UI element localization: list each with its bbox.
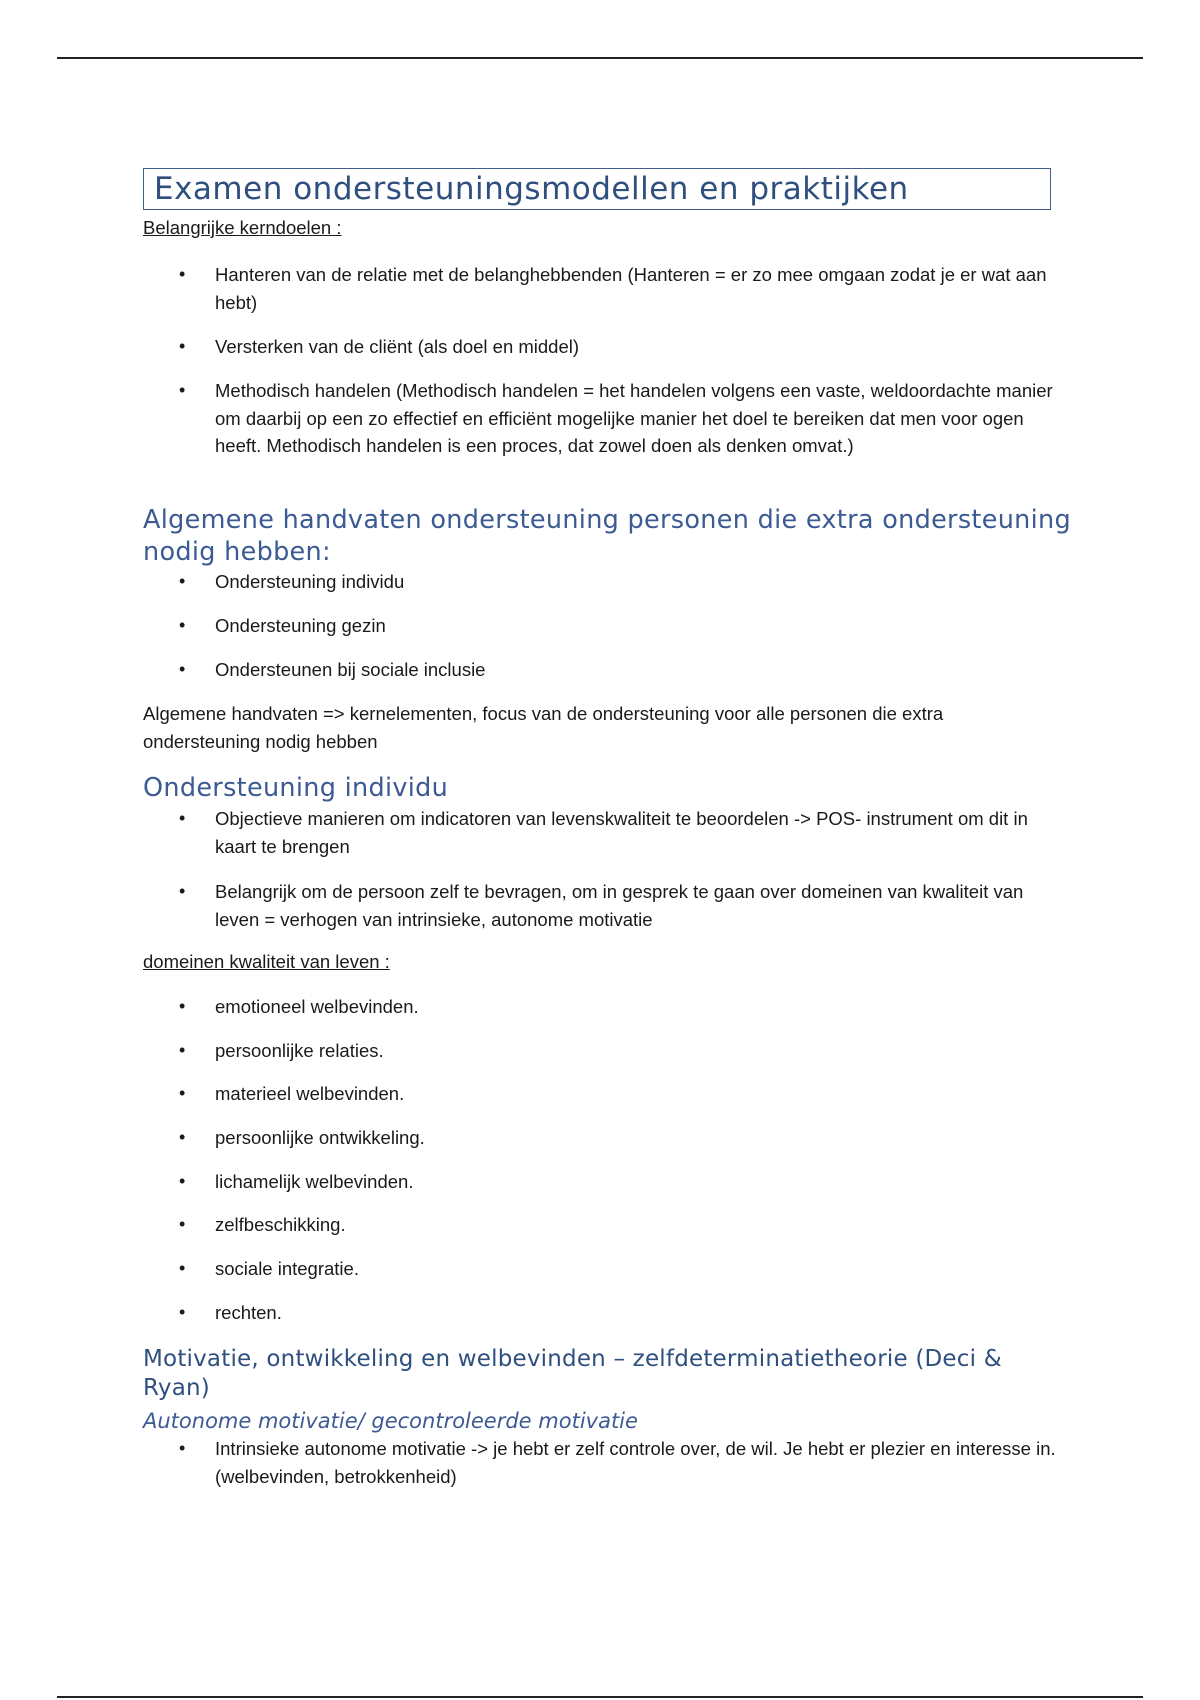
list-item xyxy=(143,1037,1063,1065)
list-item-text: sociale integratie. xyxy=(215,1258,359,1279)
list-item xyxy=(143,333,1063,361)
list-item-text: Ondersteuning individu xyxy=(215,571,405,592)
list-item-text: Ondersteunen bij sociale inclusie xyxy=(215,659,486,680)
list-item-text: Hanteren van de relatie met de belanghebbenden (Hanteren = er zo mee omgaan zodat je er wat aan hebt) xyxy=(215,264,1047,313)
bullet-icon: • xyxy=(179,1438,186,1458)
bullet-icon: • xyxy=(179,380,186,400)
list-item-text: zelfbeschikking. xyxy=(215,1214,346,1235)
header-rule xyxy=(57,57,1143,59)
kerndoelen-label: Belangrijke kerndoelen : xyxy=(143,217,342,238)
subsection-heading-autonome: Autonome motivatie/ gecontroleerde motivatie xyxy=(143,1409,638,1433)
bullet-icon: • xyxy=(179,1214,186,1234)
list-item-text: Belangrijk om de persoon zelf te bevragen, om in gesprek te gaan over domeinen van kwaliteit van leven = verhogen van intrinsieke, autonome motivatie xyxy=(215,881,1024,930)
bullet-icon: • xyxy=(179,808,186,828)
handvaten-paragraph: Algemene handvaten => kernelementen, focus van de ondersteuning voor alle personen die extra ondersteuning nodig hebben xyxy=(143,703,944,752)
list-item-text: Methodisch handelen (Methodisch handelen = het handelen volgens een vaste, weldoordachte manier om daarbij op een zo effectief en efficiënt mogelijke manier het doel te bereiken dat men voor ogen heeft. Methodisch handelen is een proces, dat zowel doen als denken omvat.) xyxy=(215,380,1053,456)
list-item xyxy=(143,993,1063,1021)
list-item xyxy=(143,1080,1063,1108)
bullet-icon: • xyxy=(179,336,186,356)
bullet-icon: • xyxy=(179,1258,186,1278)
domeinen-label: domeinen kwaliteit van leven : xyxy=(143,951,390,972)
list-item-text: rechten. xyxy=(215,1302,282,1323)
list-item xyxy=(143,261,1063,316)
list-item xyxy=(143,377,1063,460)
bullet-icon: • xyxy=(179,1171,186,1191)
bullet-icon: • xyxy=(179,881,186,901)
list-item xyxy=(143,1435,1063,1490)
list-item-text: Versterken van de cliënt (als doel en middel) xyxy=(215,336,580,357)
bullet-icon: • xyxy=(179,1040,186,1060)
section-heading-motivatie: Motivatie, ontwikkeling en welbevinden – zelfdeterminatietheorie (Deci & Ryan) xyxy=(143,1346,1002,1401)
list-item xyxy=(143,568,1063,596)
list-item xyxy=(143,612,1063,640)
bullet-icon: • xyxy=(179,1083,186,1103)
list-item xyxy=(143,878,1063,933)
bullet-icon: • xyxy=(179,264,186,284)
list-item-text: Ondersteuning gezin xyxy=(215,615,386,636)
bullet-icon: • xyxy=(179,615,186,635)
bullet-icon: • xyxy=(179,996,186,1016)
bullet-icon: • xyxy=(179,1127,186,1147)
section-heading-individu: Ondersteuning individu xyxy=(143,773,449,803)
list-item-text: persoonlijke ontwikkeling. xyxy=(215,1127,425,1148)
list-item-text: emotioneel welbevinden. xyxy=(215,996,419,1017)
list-item xyxy=(143,1211,1063,1239)
list-item-text: Intrinsieke autonome motivatie -> je hebt er zelf controle over, de wil. Je hebt er plezier en interesse in. (welbevinden, betrokkenheid) xyxy=(215,1438,1056,1487)
document-title: Examen ondersteuningsmodellen en praktijken xyxy=(143,168,1051,210)
bullet-icon: • xyxy=(179,1302,186,1322)
bullet-icon: • xyxy=(179,571,186,591)
section-heading-handvaten: Algemene handvaten ondersteuning personen die extra ondersteuning nodig hebben: xyxy=(143,505,1071,567)
list-item-text: Objectieve manieren om indicatoren van levenskwaliteit te beoordelen -> POS- instrument om dit in kaart te brengen xyxy=(215,808,1028,857)
bullet-icon: • xyxy=(179,659,186,679)
list-item xyxy=(143,1255,1063,1283)
footer-rule xyxy=(57,1696,1143,1698)
list-item-text: persoonlijke relaties. xyxy=(215,1040,384,1061)
list-item xyxy=(143,805,1063,860)
list-item-text: lichamelijk welbevinden. xyxy=(215,1171,414,1192)
list-item xyxy=(143,1168,1063,1196)
list-item xyxy=(143,1299,1063,1327)
list-item xyxy=(143,656,1063,684)
list-item xyxy=(143,1124,1063,1152)
list-item-text: materieel welbevinden. xyxy=(215,1083,405,1104)
